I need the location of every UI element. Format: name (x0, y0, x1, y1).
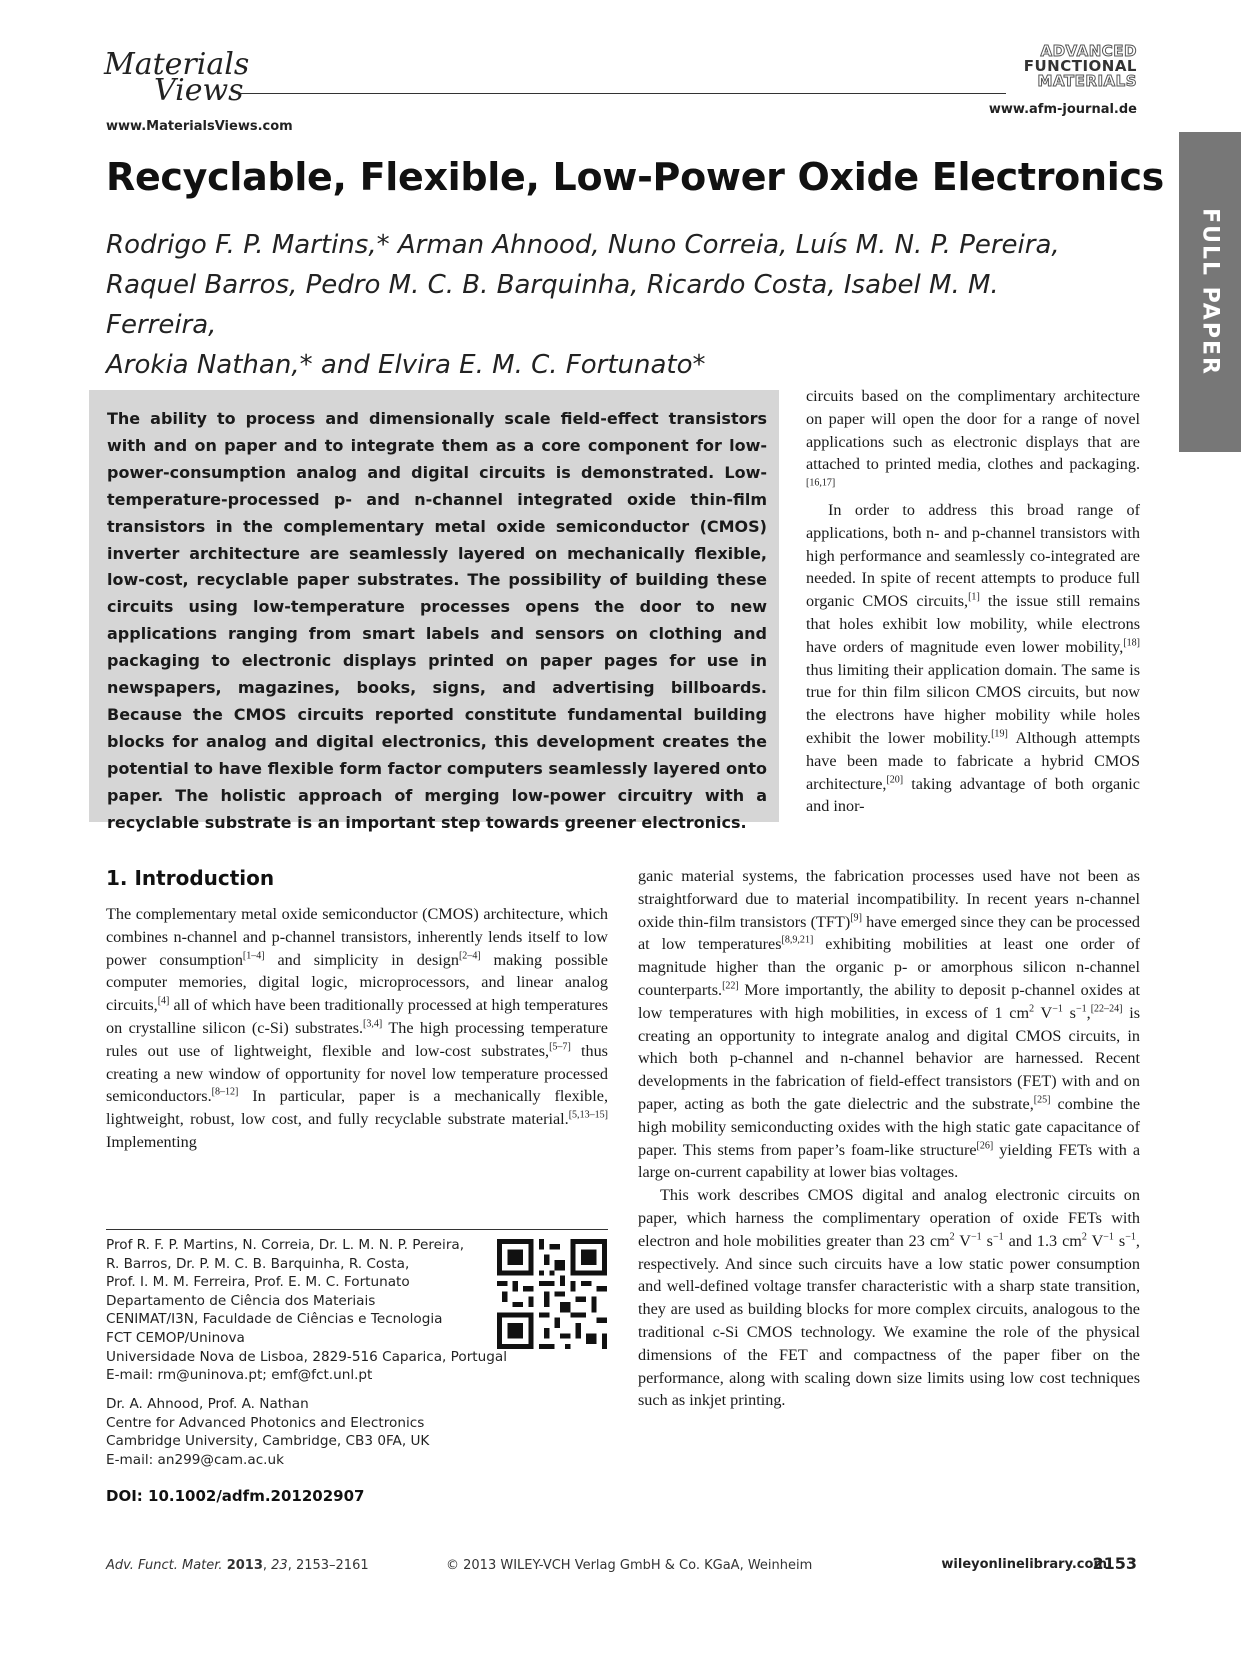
wiley-url[interactable]: wileyonlinelibrary.com (941, 1557, 1107, 1572)
section-heading-introduction: 1. Introduction (106, 866, 275, 890)
affiliation-line: Prof R. F. P. Martins, N. Correia, Dr. L. M. N. P. Pereira, (106, 1237, 465, 1253)
logo-line-2: Views (154, 73, 244, 108)
paragraph-right-1: circuits based on the complimentary architecture on paper will open the door for a range of novel applications such as electronic displays that are attached to printed media, clothes and packaging.[16,17] (806, 387, 1140, 489)
citation[interactable]: [22] (722, 980, 739, 992)
affiliation-line: Centre for Advanced Photonics and Electronics (106, 1414, 425, 1431)
affiliation-separator (106, 1229, 608, 1230)
afm-logo (1024, 44, 1137, 89)
citation[interactable]: [16,17] (806, 477, 836, 489)
affiliation-line: Dr. A. Ahnood, Prof. A. Nathan (106, 1396, 309, 1412)
citation[interactable]: [22–24] (1090, 1003, 1123, 1015)
affiliation-line: Universidade Nova de Lisboa, 2829-516 Caparica, Portugal (106, 1348, 507, 1365)
paragraph-right-2: In order to address this broad range of applications, both n- and p-channel transistors with high performance and seamlessly co-integrated are needed. In spite of recent attempts to produce full organic CMOS circuits,[1] the issue still remains that holes exhibit low mobility, while electrons have orders of magnitude even lower mobility,[18] thus limiting their application domain. The same is true for thin film silicon CMOS circuits, but now the electrons have higher mobility while holes exhibit the lower mobility.[19] Although attempts have been made to fabricate a hybrid CMOS architecture,[20] taking advantage of both organic and inor- (806, 500, 1141, 816)
affiliation-line: Cambridge University, Cambridge, CB3 0FA, UK (106, 1433, 430, 1450)
logo-line-1: Materials (104, 47, 250, 82)
header-rule (236, 93, 1006, 94)
afm-journal-url[interactable]: www.afm-journal.de (988, 102, 1137, 117)
authors-line-3: Arokia Nathan,* and Elvira E. M. C. Fortunato* (106, 350, 706, 380)
citation[interactable]: [5–7] (549, 1041, 571, 1053)
citation[interactable]: [18] (1123, 637, 1140, 649)
citation[interactable]: [8,9,21] (781, 935, 814, 946)
authors-line-1: Rodrigo F. P. Martins,* Arman Ahnood, Nuno Correia, Luís M. N. P. Pereira, (106, 230, 1060, 260)
citation[interactable]: [4] (157, 995, 170, 1007)
paragraph-right-2-continued: ganic material systems, the fabrication processes used have not been as straightforward due to material incompatibility. In recent years n-channel oxide thin-film transistors (TFT)[9] have emerged since they can be processed at low temperatures[8,9,21] exhibiting mobilities at least one order of magnitude higher than the organic p- or amorphous silicon n-channel counterparts.[22] More importantly, the ability to deposit p-channel oxides at low temperatures with high mobilities, in excess of 1 $cm^2$ $V^{-1}$ $s^{-1},[22-24]$ is creating an opportunity to integrate analog and digital CMOS circuits, in which both p-channel and n-channel behavior are harnessed. Recent developments in the fabrication of field-effect transistors (FET) with and on paper, acting as both the gate dielectric and the substrate,[25] combine the high mobility semiconducting oxides with the high static gate capacitance of paper. This stems from paper’s foam-like structure[26] yielding FETs with a large on-current capability at lower bias voltages. (638, 867, 1141, 1182)
affiliation-line: CENIMAT/I3N, Faculdade de Ciências e Tecnologia (106, 1311, 443, 1328)
materials-views-logo (104, 47, 250, 108)
citation[interactable]: [8–12] (211, 1086, 239, 1098)
citation-footer: Adv. Funct. Mater. 2013, 23, 2153–2161 (106, 1558, 369, 1573)
abstract-text: The ability to process and dimensionally scale field-effect transistors with and on paper and to integrate them as a core component for low-power-consumption analog and digital circuits is demonstrated. Low-temperature-processed p- and n-channel integrated oxide thin-film transistors in the complementary metal oxide semiconductor (CMOS) inverter architecture are seamlessly layered on mechanically flexible, low-cost, recyclable paper substrates. The possibility of building these circuits using low-temperature processes opens the door to new applications ranging from smart labels and sensors on clothing and packaging to electronic displays printed on paper pages for use in newspapers, magazines, books, signs, and advertising billboards. Because the CMOS circuits reported constitute fundamental building blocks for analog and digital electronics, this development creates the potential to have flexible form factor computers seamlessly layered onto paper. The holistic approach of merging low-power circuitry with a recyclable substrate is an important step towards greener electronics. (107, 409, 767, 832)
citation[interactable]: [25] (1033, 1094, 1051, 1106)
full-paper-label: FULL PAPER (1197, 208, 1223, 376)
citation[interactable]: [1–4] (242, 950, 265, 962)
affiliation-block-2 (106, 1395, 526, 1469)
authors-line-2: Raquel Barros, Pedro M. C. B. Barquinha, Ricardo Costa, Isabel M. M. Ferreira, (106, 270, 999, 340)
introduction-paragraph: The complementary metal oxide semiconductor (CMOS) architecture, which combines n-channel and p-channel transistors, inherently lends itself to low power consumption[1–4] and simplicity in design[2–4] making possible computer memories, digital logic, microprocessors, and linear analog circuits,[4] all of which have been traditionally processed at high temperatures on crystalline silicon (c-Si) substrates.[3,4] The high processing temperature rules out use of lightweight, flexible and low-cost substrates,[5–7] thus creating a new window of opportunity for novel low temperature processed semiconductors.[8–12] In particular, paper is a mechanically flexible, lightweight, robust, low cost, and fully recyclable substrate material.[5,13–15] Implementing (106, 905, 608, 1151)
materials-views-url[interactable]: www.MaterialsViews.com (106, 119, 293, 134)
paragraph-right-3: This work describes CMOS digital and analog electronic circuits on paper, which harness the complimentary operation of oxide FETs with electron and hole mobilities greater than 23 $cm^2$ $V^{-1}$ $s^{-1}$ and 1.3 $cm^2$ $V^{-1}$ $s^{-1}$, respectively. And since such circuits have a low static power consumption and well-defined voltage transfer characteristic with a sharp state transition, they are used as building blocks for more complex circuits, analogous to the traditional c-Si CMOS technology. We examine the role of the physical dimensions of the FET and compactness of the paper fiber on the performance, along with scaling down size limits using low cost techniques such as inkjet printing. (638, 1186, 1140, 1410)
affiliation-line: Prof. I. M. M. Ferreira, Prof. E. M. C. Fortunato (106, 1274, 410, 1291)
affiliation-block-1 (106, 1236, 526, 1385)
citation[interactable]: [9] (850, 912, 862, 924)
afm-logo-line-3: MATERIALS (1037, 72, 1137, 90)
afm-logo-line-1: ADVANCED (1040, 42, 1137, 60)
citation[interactable]: [19] (991, 728, 1008, 740)
citation[interactable]: [26] (976, 1140, 994, 1152)
qr-code[interactable] (497, 1239, 607, 1349)
citation[interactable]: [2–4] (458, 950, 481, 962)
page-number: 2153 (1092, 1554, 1137, 1573)
affiliation-email[interactable]: E-mail: an299@cam.ac.uk (106, 1451, 284, 1468)
author-list (106, 225, 1066, 385)
affiliation-line: R. Barros, Dr. P. M. C. B. Barquinha, R. Costa, (106, 1255, 410, 1272)
citation[interactable]: [3,4] (363, 1018, 383, 1030)
copyright-notice: © 2013 WILEY-VCH Verlag GmbH & Co. KGaA, Weinheim (446, 1558, 813, 1573)
right-column-top (806, 385, 1140, 818)
right-column-bottom (638, 865, 1140, 1412)
affiliation-line: FCT CEMOP/Uninova (106, 1329, 245, 1346)
affiliation-line: Departamento de Ciência dos Materiais (106, 1292, 376, 1309)
full-paper-tab (1179, 132, 1241, 452)
citation[interactable]: [1] (968, 591, 980, 603)
citation[interactable]: [5,13–15] (568, 1109, 608, 1121)
citation[interactable]: [20] (886, 774, 904, 786)
abstract-box (89, 390, 779, 832)
affiliation-email[interactable]: E-mail: rm@uninova.pt; emf@fct.unl.pt (106, 1367, 373, 1384)
article-title: Recyclable, Flexible, Low-Power Oxide Electronics (106, 155, 1165, 199)
afm-logo-line-2: FUNCTIONAL (1023, 57, 1137, 75)
doi[interactable]: DOI: 10.1002/adfm.201202907 (106, 1487, 365, 1505)
